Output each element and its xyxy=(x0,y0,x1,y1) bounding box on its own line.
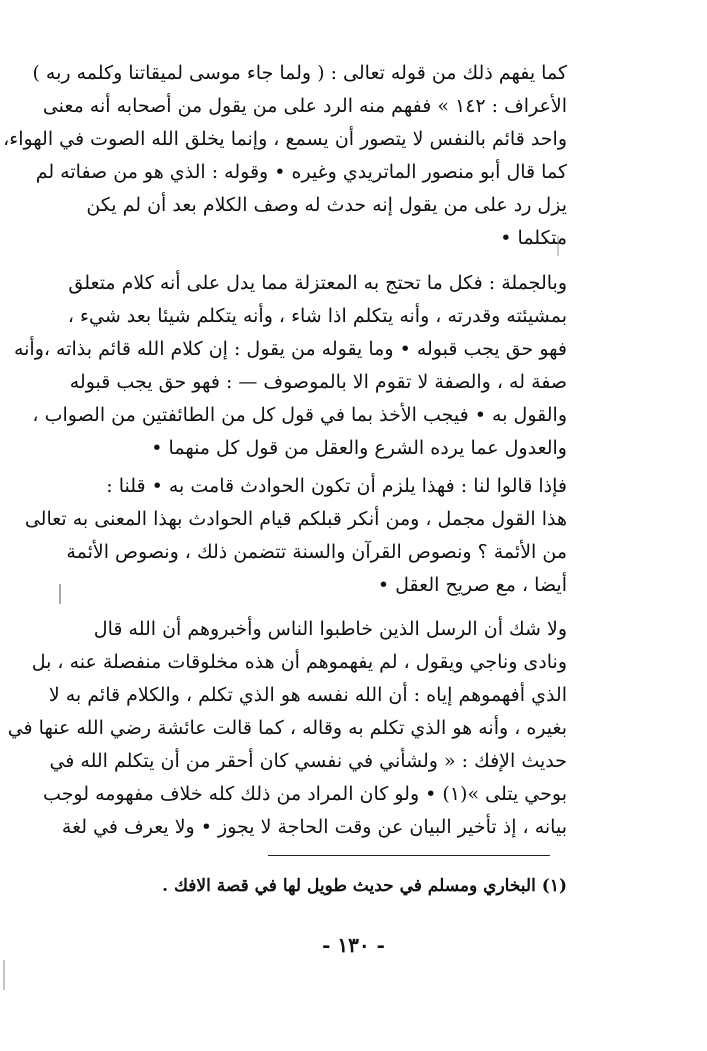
text-line: فإذا قالوا لنا : فهذا يلزم أن تكون الحوادث قامت به • قلنا : xyxy=(106,475,567,497)
text-line: أيضا ، مع صريح العقل • xyxy=(377,574,567,596)
text-line: واحد قائم بالنفس لا يتصور أن يسمع ، وإنما يخلق الله الصوت في الهواء، xyxy=(3,128,567,150)
text-line: الذي أفهموهم إياه : أن الله نفسه هو الذي تكلم ، والكلام قائم به لا xyxy=(48,684,567,706)
text-line: وبالجملة : فكل ما تحتج به المعتزلة مما يدل على أنه كلام متعلق xyxy=(68,272,567,294)
text-line: كما يفهم ذلك من قوله تعالى : ( ولما جاء موسى لميقاتنا وكلمه ربه ) xyxy=(32,62,567,84)
text-line: بغيره ، وأنه هو الذي تكلم به وقاله ، كما قالت عائشة رضي الله عنها في xyxy=(7,717,567,739)
text-line: بمشيئته وقدرته ، وأنه يتكلم اذا شاء ، وأنه يتكلم شيئا بعد شيء ، xyxy=(67,305,567,327)
text-line: يزل رد على من يقول إنه حدث له وصف الكلام بعد أن لم يكن xyxy=(86,194,567,216)
text-line: ونادى وناجي ويقول ، لم يفهموهم أن هذه مخلوقات منفصلة عنه ، بل xyxy=(31,651,567,673)
page-number: - ١٣٠ - xyxy=(322,933,385,957)
text-line: والعدول عما يرده الشرع والعقل من قول كل منهما • xyxy=(151,437,567,459)
text-line: من الأئمة ؟ ونصوص القرآن والسنة تتضمن ذلك ، ونصوص الأئمة xyxy=(66,541,567,563)
text-line: بوحي يتلى »(١) • ولو كان المراد من ذلك كله خلاف مفهومه لوجب xyxy=(43,783,567,805)
text-line: بيانه ، إذ تأخير البيان عن وقت الحاجة لا يجوز • ولا يعرف في لغة xyxy=(61,816,567,838)
text-line: ولا شك أن الرسل الذين خاطبوا الناس وأخبروهم أن الله قال xyxy=(93,618,567,640)
footnote: (١) البخاري ومسلم في حديث طويل لها في قصة الافك . xyxy=(162,876,567,896)
text-line: هذا القول مجمل ، ومن أنكر قبلكم قيام الحوادث بهذا المعنى به تعالى xyxy=(24,508,567,530)
text-line: الأعراف : ١٤٢ » ففهم منه الرد على من يقول من أصحابه أنه معنى xyxy=(42,95,567,117)
text-line: فهو حق يجب قبوله • وما يقوله من يقول : إن كلام الله قائم بذاته ،وأنه xyxy=(13,338,567,360)
text-line: حديث الإفك : « ولشأني في نفسي كان أحقر من أن يتكلم الله في xyxy=(49,750,567,772)
text-line: متكلما • xyxy=(500,227,567,249)
text-line: والقول به • فيجب الأخذ بما في قول كل من الطائفتين من الصواب ، xyxy=(32,404,567,426)
text-line: كما قال أبو منصور الماتريدي وغيره • وقوله : الذي هو من صفاته لم xyxy=(35,161,567,183)
text-line: صفة له ، والصفة لا تقوم الا بالموصوف — : فهو حق يجب قبوله xyxy=(69,371,567,393)
